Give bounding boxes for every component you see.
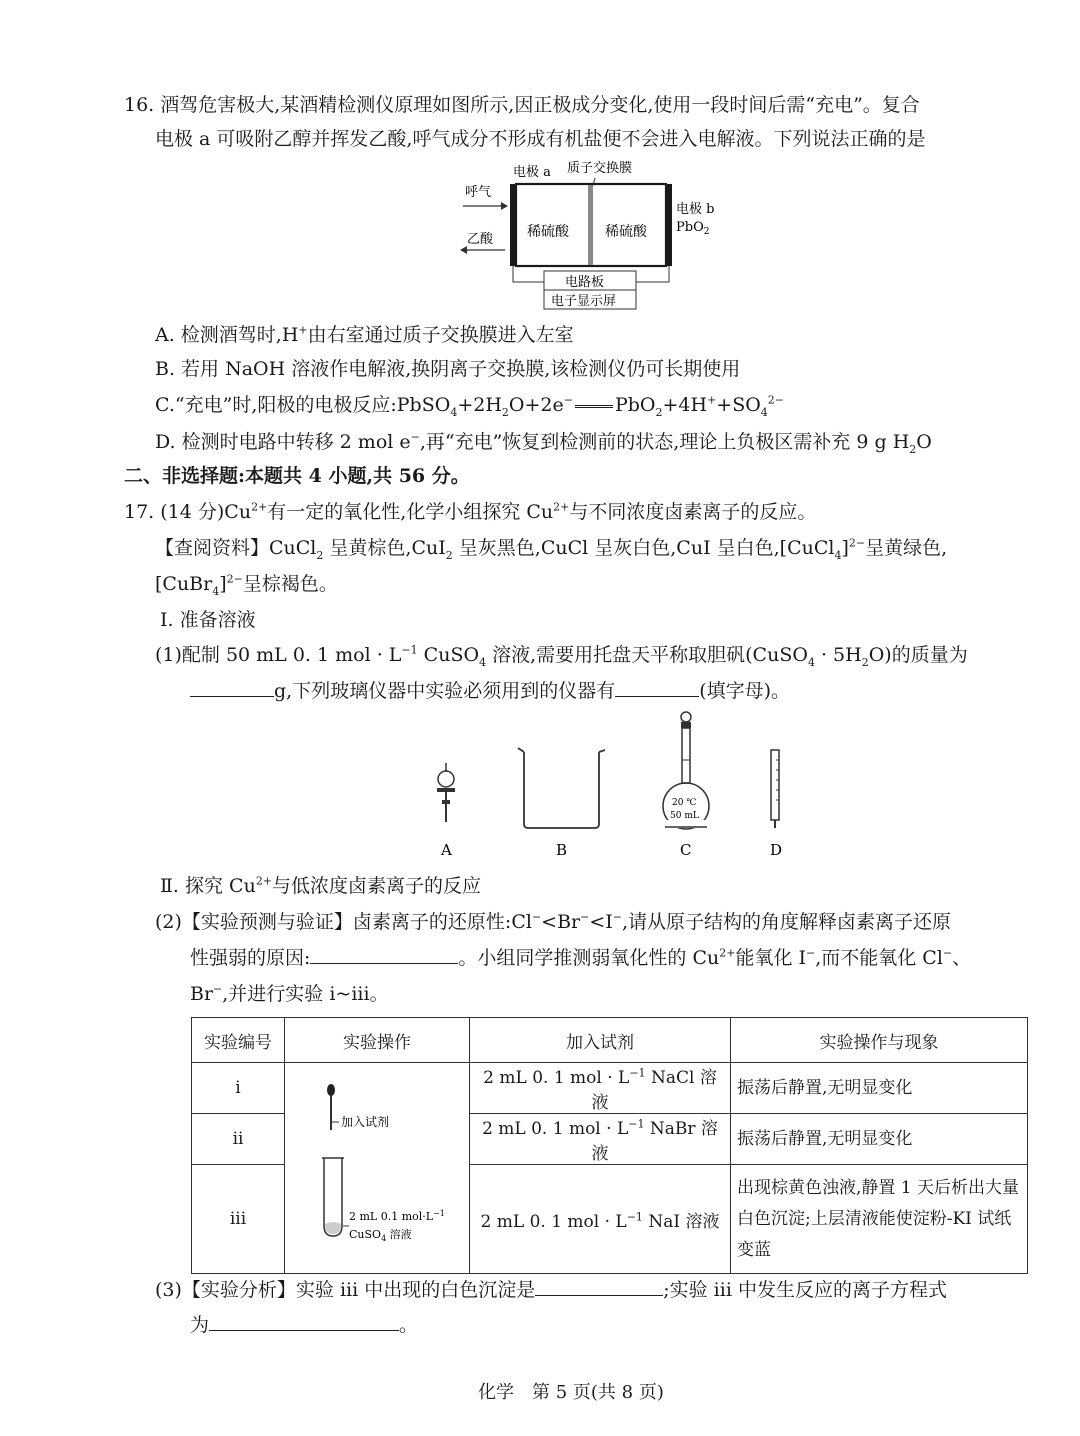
answer-blank-equation[interactable]: [209, 1312, 399, 1331]
q17-sub2-line3: Br−,并进行实验 i~iii。: [190, 982, 389, 1005]
row-observation: 振荡后静置,无明显变化: [731, 1114, 1028, 1165]
row-observation: 出现棕黄色浊液,静置 1 天后析出大量白色沉淀;上层清液能使淀粉-KI 试纸变蓝: [731, 1165, 1028, 1274]
row-id: iii: [192, 1165, 285, 1274]
answer-blank-reason[interactable]: [310, 945, 458, 964]
glass-instruments: [420, 708, 800, 864]
q16-option-c: C.“充电”时,阳极的电极反应$:PbSO_4+2H_2O+2e^-$ $PbO_2+4H^++SO_4^{2-}$: [155, 393, 785, 419]
separatory-funnel-icon: [437, 763, 455, 822]
beaker-icon: [518, 748, 605, 828]
answer-blank-mass[interactable]: [190, 678, 274, 697]
q17-sub2-line2: 性强弱的原因: 。小组同学推测弱氧化性的 $Cu^{2+}$能氧化 I−,而不能氧化 Cl−、: [190, 946, 972, 969]
q16-diagram: [455, 158, 745, 312]
tube-label-1: 2 mL 0.1 $mol\cdot L^{-1}$: [349, 1208, 445, 1223]
operation-illustration: [285, 1063, 470, 1274]
page-footer: 化学 第 5 页(共 8 页): [478, 1382, 664, 1403]
q17-part1-heading: Ⅰ. 准备溶液: [160, 609, 256, 631]
flask-volume-label: 50 mL: [670, 811, 699, 821]
q17-intro: 17. (14 分)$Cu^{2+}$有一定的氧化性,化学小组探究 $Cu^{2+}$与不同浓度卤素离子的反应。: [124, 500, 817, 523]
electrode-b: [666, 184, 672, 266]
row-id: i: [192, 1063, 285, 1114]
experiment-table: [191, 1017, 1028, 1274]
label-d: D: [770, 841, 783, 859]
table-row: [192, 1063, 1028, 1114]
breath-arrow-icon: [501, 202, 508, 210]
q17-sub3-line1: (3)【实验分析】实验 iii 中出现的白色沉淀是 ;实验 iii 中发生反应的离子方程式: [155, 1279, 947, 1301]
label-a: A: [441, 841, 452, 859]
membrane-label: 质子交换膜: [567, 161, 633, 176]
header-observation: 实验操作与现象: [731, 1018, 1028, 1063]
q16-option-b: B. 若用 NaOH 溶液作电解液,换阴离子交换膜,该检测仪仍可长期使用: [155, 358, 741, 380]
q17-reference-line2: [CuBr$_4$]$^{2-}$呈棕褐色。: [155, 572, 338, 598]
q16-option-a: A. 检测酒驾时,H+由右室通过质子交换膜进入左室: [155, 323, 574, 346]
q16-option-d: D. 检测时电路中转移 2 mol e−,再“充电”恢复到检测前的状态,理论上负极区需补充 9 g $H_2O$: [155, 430, 932, 456]
q16-stem-line1: 16. 酒驾危害极大,某酒精检测仪原理如图所示,因正极成分变化,使用一段时间后需“充电”。复合: [124, 94, 920, 116]
section-2-heading: 二、非选择题:本题共 4 小题,共 56 分。: [124, 465, 470, 487]
proton-membrane: [588, 185, 593, 265]
circuit-label: 电路板: [565, 275, 605, 290]
tube-label-2: CuSO$_4$ 溶液: [349, 1227, 412, 1243]
row-reagent: 2 mL 0. 1 mol · $L^{-1}$ NaBr 溶液: [470, 1114, 731, 1165]
row-id: ii: [192, 1114, 285, 1165]
answer-blank-instruments[interactable]: [615, 678, 699, 697]
electrode-b-label: 电极 b: [676, 202, 715, 217]
flask-temp-label: 20 ℃: [672, 798, 697, 808]
graduated-cylinder-icon: [771, 750, 779, 828]
breath-label: 呼气: [465, 185, 492, 200]
row-reagent: 2 mL 0. 1 mol · $L^{-1}$ NaCl 溶液: [470, 1063, 731, 1114]
header-id: 实验编号: [192, 1018, 285, 1063]
q16-stem-line2: 电极 a 可吸附乙醇并挥发乙酸,呼气成分不形成有机盐便不会进入电解液。下列说法正确的是: [155, 128, 926, 150]
q17-part2-heading: Ⅱ. 探究 $Cu^{2+}$与低浓度卤素离子的反应: [160, 874, 482, 897]
dropper-tube-diagram: [291, 1066, 463, 1266]
acetic-arrow-icon: [460, 246, 467, 254]
pbo2-label: PbO$_2$: [676, 220, 710, 237]
volumetric-flask-icon: [662, 712, 710, 829]
display-label: 电子显示屏: [551, 294, 617, 309]
electrode-a-label: 电极 a: [513, 165, 551, 180]
left-acid-label: 稀硫酸: [527, 224, 569, 240]
q17-sub2-line1: (2)【实验预测与验证】卤素离子的还原性:Cl−<Br−<I−,请从原子结构的角度解释卤素离子还原: [155, 910, 952, 933]
label-b: B: [556, 841, 568, 859]
q17-sub1-line2: g,下列玻璃仪器中实验必须用到的仪器有 (填字母)。: [190, 678, 790, 704]
q17-sub1-line1: (1)配制 50 mL 0. 1 mol · $L^{-1}$ CuSO$_4$ 溶液,需要用托盘天平称取胆矾(CuSO$_4$ · $5H_2O$)的质量为: [155, 643, 968, 669]
acetic-label: 乙酸: [467, 232, 494, 247]
dropper-bulb-icon: [327, 1084, 335, 1096]
row-observation: 振荡后静置,无明显变化: [731, 1063, 1028, 1114]
header-operation: 实验操作: [285, 1018, 470, 1063]
header-reagent: 加入试剂: [470, 1018, 731, 1063]
row-reagent: 2 mL 0. 1 mol · $L^{-1}$ NaI 溶液: [470, 1165, 731, 1274]
answer-blank-precipitate[interactable]: [535, 1277, 663, 1296]
q17-sub3-line2: 为 。: [190, 1314, 419, 1336]
right-acid-label: 稀硫酸: [605, 224, 647, 240]
table-header-row: [192, 1018, 1028, 1063]
label-c: C: [680, 841, 692, 859]
q17-reference-line1: 【查阅资料】CuCl$_2$ 呈黄棕色,CuI$_2$ 呈灰黑色,CuCl 呈灰白色,CuI 呈白色,[CuCl$_4$]$^{2-}$呈黄绿色,: [155, 536, 948, 562]
dropper-label: 加入试剂: [341, 1114, 390, 1129]
